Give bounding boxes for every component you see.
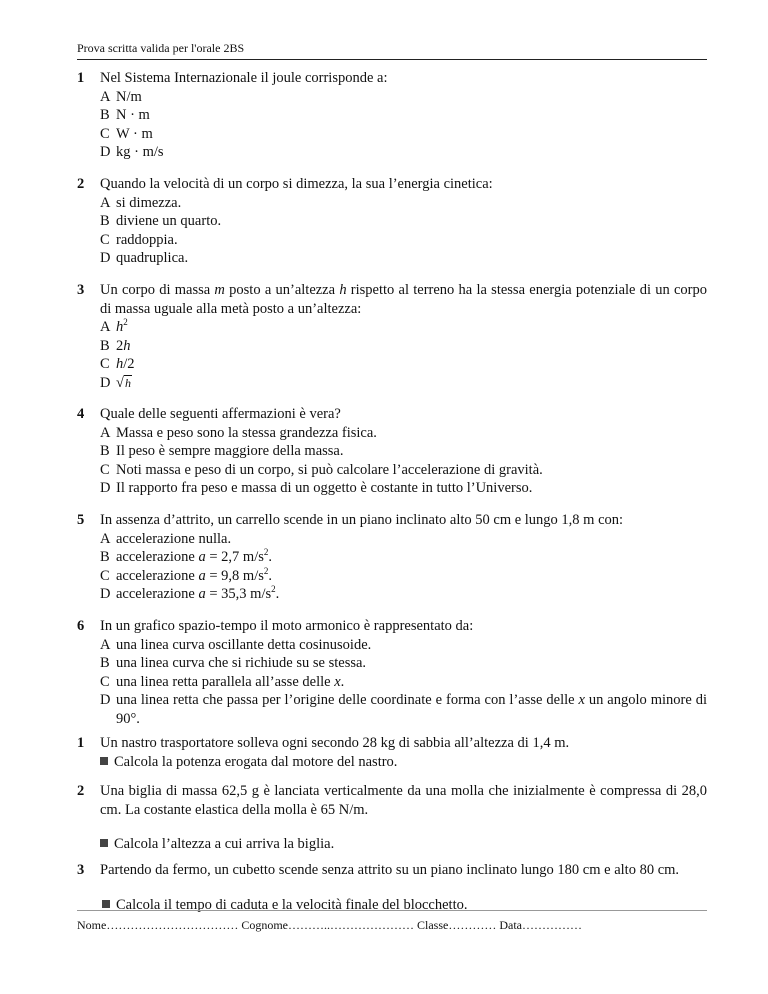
- option-letter: B: [100, 213, 110, 229]
- question-number: 5: [77, 512, 85, 528]
- question-number: 1: [77, 70, 85, 86]
- option-letter: D: [100, 250, 111, 266]
- option-text: N · m: [116, 107, 150, 123]
- option-text: kg · m/s: [116, 144, 164, 160]
- option-letter: C: [100, 356, 110, 372]
- option-text: una linea curva oscillante detta cosinusoide.: [116, 636, 372, 653]
- option-letter: A: [100, 88, 111, 105]
- option-a: [77, 530, 707, 549]
- question-number: 6: [77, 618, 85, 634]
- option-d: [77, 374, 707, 393]
- option-c: [77, 125, 707, 144]
- problem-task: Calcola la potenza erogata dal motore del nastro.: [100, 753, 707, 772]
- option-letter: D: [100, 692, 111, 708]
- option-text: raddoppia.: [116, 231, 178, 248]
- footer-divider: [77, 910, 707, 911]
- question-5: [77, 511, 707, 604]
- option-d: [77, 479, 707, 498]
- option-text: si dimezza.: [116, 194, 182, 211]
- option-letter: A: [100, 424, 111, 441]
- question-2: [77, 175, 707, 268]
- problem-number: 2: [77, 783, 85, 799]
- problem-stem: Partendo da fermo, un cubetto scende senza attrito su un piano inclinato lungo 180 cm e alto 80 cm.: [100, 862, 680, 878]
- problem-number: 1: [77, 735, 85, 751]
- option-text: W · m: [116, 125, 153, 142]
- question-number: 3: [77, 282, 85, 298]
- problem-2: [77, 782, 707, 854]
- problem-3: [77, 861, 707, 914]
- option-text: quadruplica.: [116, 250, 189, 266]
- problem-1: [77, 734, 707, 771]
- option-letter: B: [100, 549, 110, 565]
- option-text: diviene un quarto.: [116, 213, 222, 229]
- option-letter: A: [100, 636, 111, 653]
- option-letter: D: [100, 374, 111, 391]
- question-stem: In un grafico spazio-tempo il moto armonico è rappresentato da:: [100, 618, 474, 634]
- option-text: Il rapporto fra peso e massa di un oggetto è costante in tutto l’Universo.: [116, 480, 533, 496]
- option-letter: C: [100, 125, 110, 142]
- option-text: accelerazione nulla.: [116, 530, 232, 547]
- option-c: [77, 461, 707, 480]
- option-c: [77, 231, 707, 250]
- option-a: A $h^2$: [100, 317, 128, 335]
- option-letter: D: [100, 144, 111, 160]
- option-b: [77, 212, 707, 231]
- option-text: Massa e peso sono la stessa grandezza fisica.: [116, 424, 377, 441]
- option-b: B 2h: [100, 337, 131, 354]
- option-letter: B: [100, 655, 110, 671]
- option-letter: B: [100, 443, 110, 459]
- option-letter: C: [100, 231, 110, 248]
- option-d: [77, 249, 707, 268]
- square-root-symbol: √h: [116, 374, 131, 391]
- option-text: una linea curva che si richiude su se stessa.: [116, 655, 367, 671]
- question-number: 4: [77, 406, 85, 422]
- option-text: N/m: [116, 88, 142, 105]
- option-c: C h/2: [100, 356, 135, 372]
- option-text: Noti massa e peso di un corpo, si può calcolare l’accelerazione di gravità.: [116, 461, 543, 478]
- question-6: [77, 617, 707, 728]
- square-bullet-icon: [100, 839, 108, 847]
- option-b: [77, 654, 707, 673]
- option-c: C accelerazione a = 9,8 $m/s^2$.: [100, 565, 273, 584]
- problem-stem: Un nastro trasportatore solleva ogni secondo 28 kg di sabbia all’altezza di 1,4 m.: [100, 735, 570, 751]
- option-letter: B: [100, 107, 110, 123]
- option-letter: C: [100, 673, 110, 690]
- option-letter: C: [100, 461, 110, 478]
- problem-task: Calcola il tempo di caduta e la velocità finale del blocchetto.: [102, 896, 707, 915]
- option-letter: A: [100, 194, 111, 211]
- option-letter: D: [100, 586, 111, 602]
- option-b: B accelerazione a = 2,7 $m/s^2$.: [100, 547, 273, 565]
- option-b: [77, 106, 707, 125]
- question-1: [77, 69, 707, 162]
- question-stem: Quando la velocità di un corpo si dimezza, la sua l’energia cinetica:: [100, 176, 493, 192]
- option-d: [77, 143, 707, 162]
- option-a: [77, 636, 707, 655]
- option-a: [77, 424, 707, 443]
- page-header: Prova scritta valida per l'orale 2BS: [77, 41, 245, 55]
- option-letter: B: [100, 337, 110, 354]
- option-a: [77, 194, 707, 213]
- square-bullet-icon: [102, 900, 110, 908]
- option-d: D accelerazione a = 35,3 $m/s^2$.: [100, 584, 280, 602]
- question-stem: Un corpo di massa m posto a un’altezza h rispetto al terreno ha la stessa energia potenziale di un corpo di massa uguale alla metà posto a un’altezza:: [100, 282, 707, 317]
- option-b: [77, 442, 707, 461]
- problem-number: 3: [77, 862, 85, 878]
- option-letter: C: [100, 567, 110, 584]
- problem-task: Calcola l’altezza a cui arriva la biglia.: [100, 835, 707, 854]
- square-bullet-icon: [100, 757, 108, 765]
- question-stem: Nel Sistema Internazionale il joule corrisponde a:: [100, 70, 388, 86]
- question-stem: Quale delle seguenti affermazioni è vera?: [100, 406, 341, 422]
- option-letter: D: [100, 480, 111, 496]
- option-text: Il peso è sempre maggiore della massa.: [116, 443, 344, 459]
- student-info-line: Nome…………………………… Cognome………..………………… Classe………… Data……………: [77, 918, 582, 932]
- option-letter: A: [100, 530, 111, 547]
- question-number: 2: [77, 176, 85, 192]
- option-c: C una linea retta parallela all’asse delle x.: [100, 673, 345, 690]
- problem-stem: Una biglia di massa 62,5 g è lanciata verticalmente da una molla che inizialmente è compressa di 28,0 cm. La costante elastica della molla è 65 N/m.: [100, 783, 707, 818]
- question-3: [77, 281, 707, 392]
- question-stem: In assenza d’attrito, un carrello scende in un piano inclinato alto 50 cm e lungo 1,8 m con:: [100, 512, 624, 528]
- header-divider: [77, 59, 707, 60]
- question-4: [77, 405, 707, 498]
- option-letter: A: [100, 319, 111, 335]
- option-a: [77, 88, 707, 107]
- option-d: D una linea retta che passa per l’origine delle coordinate e forma con l’asse delle x un angolo minore di 90°.: [100, 692, 707, 727]
